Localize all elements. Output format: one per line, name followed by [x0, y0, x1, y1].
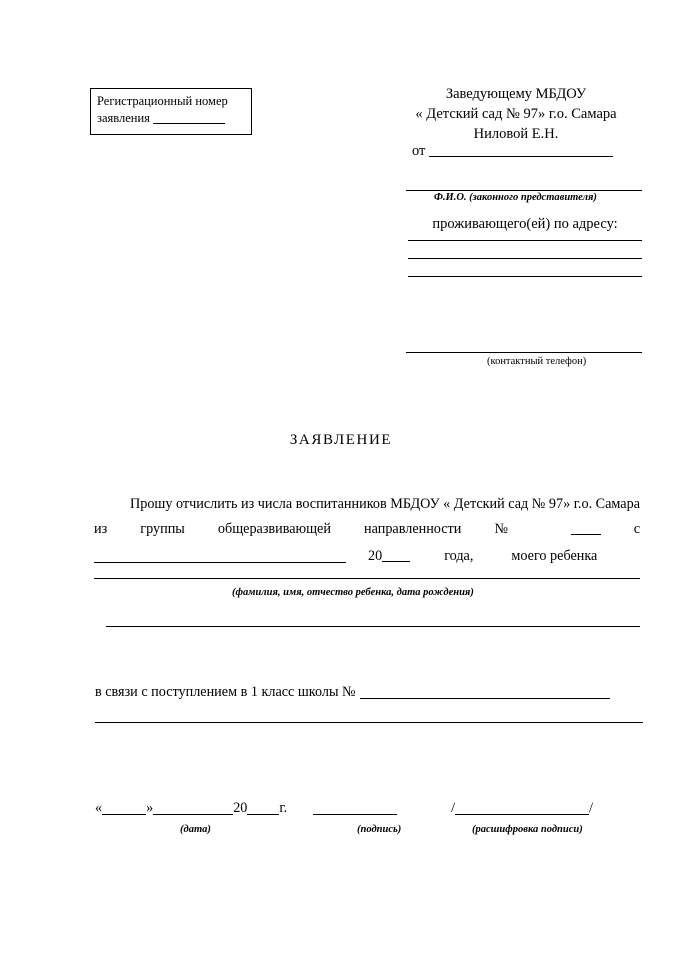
signature-decode-field[interactable]: [455, 801, 589, 815]
signature-row: [95, 798, 643, 818]
registration-number-label-line1: Регистрационный номер: [97, 94, 228, 108]
addressee-block: [388, 84, 644, 144]
body-paragraph: [94, 492, 640, 542]
applicant-name-field[interactable]: [429, 143, 613, 157]
addressee-line-2: « Детский сад № 97» г.о. Самара: [415, 106, 617, 122]
fio-caption: Ф.И.О. (законного представителя): [434, 192, 597, 203]
slash-close: /: [589, 800, 594, 816]
address-rule-1[interactable]: [408, 240, 642, 241]
month-field[interactable]: [153, 801, 233, 815]
registration-number-box: [90, 88, 252, 135]
group-number-field[interactable]: [571, 522, 601, 535]
year-field[interactable]: [382, 549, 410, 562]
child-name-caption: (фамилия, имя, отчество ребенка, дата рождения): [232, 587, 474, 598]
signature-year-prefix: 20: [233, 800, 248, 816]
child-name-rule[interactable]: [94, 578, 640, 579]
decode-caption: (расшифровка подписи): [472, 824, 583, 835]
registration-number-label-line2: заявления: [97, 111, 150, 125]
signature-field[interactable]: [313, 801, 397, 815]
slash-open: /: [451, 800, 456, 816]
school-number-field[interactable]: [360, 685, 610, 699]
with-label: с: [633, 521, 641, 537]
school-rule-2[interactable]: [95, 722, 643, 723]
registration-number-field[interactable]: [153, 111, 225, 124]
school-label: в связи с поступлением в 1 класс школы №: [95, 684, 356, 700]
quote-close: »: [146, 800, 154, 816]
addressee-line-1: Заведующему МБДОУ: [445, 86, 587, 102]
signature-year-suffix: г.: [279, 800, 288, 816]
residing-label: проживающего(ей) по адресу:: [432, 216, 618, 232]
address-rule-2[interactable]: [408, 258, 642, 259]
child-name-rule-2[interactable]: [106, 626, 640, 627]
year-prefix: 20: [368, 548, 383, 564]
day-field[interactable]: [102, 801, 146, 815]
group-number-label: №: [494, 521, 538, 537]
address-rule-3[interactable]: [408, 276, 642, 277]
school-row: [95, 682, 643, 702]
withdrawal-date-field[interactable]: [94, 549, 346, 563]
body-paragraph-text: Прошу отчислить из числа воспитанников МБДОУ « Детский сад № 97» г.о. Самара из группы общеразвивающей направленности: [94, 496, 640, 537]
addressee-line-3: Ниловой Е.Н.: [473, 126, 559, 142]
quote-open: «: [95, 800, 103, 816]
phone-rule[interactable]: [406, 352, 642, 353]
from-label: от: [412, 143, 426, 159]
signature-year-field[interactable]: [247, 801, 279, 815]
my-child-label: моего ребенка: [511, 548, 598, 564]
page-title: ЗАЯВЛЕНИЕ: [289, 432, 393, 448]
year-word: года,: [444, 548, 474, 564]
sign-caption: (подпись): [357, 824, 402, 835]
phone-caption: (контактный телефон): [487, 356, 587, 367]
date-and-child-row: [94, 545, 640, 567]
from-row: [404, 142, 644, 160]
date-caption: (дата): [180, 824, 211, 835]
